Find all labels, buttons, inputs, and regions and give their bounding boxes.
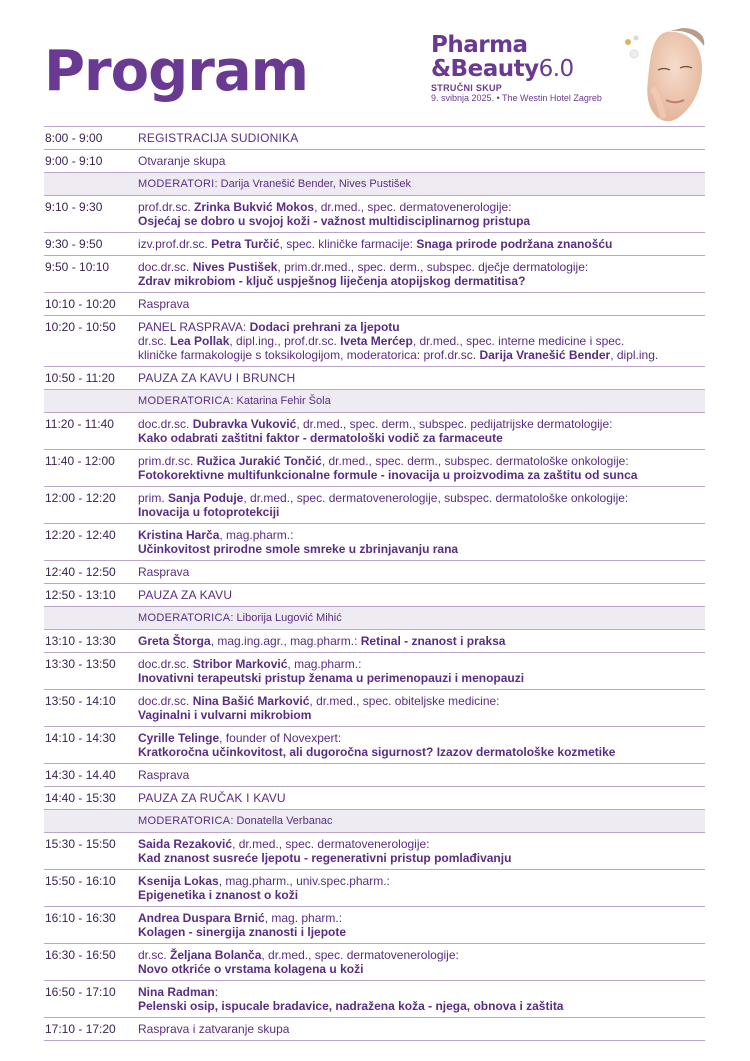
speaker-line (138, 837, 705, 851)
moderator-label: MODERATORICA (138, 395, 231, 407)
speaker-credentials: , dr.med., spec. dermatovenerologije: (232, 837, 430, 851)
time-slot: 11:40 - 12:00 (45, 454, 115, 468)
schedule-row (44, 653, 705, 690)
moderators (138, 607, 705, 629)
moderator-names: : Darija Vranešić Bender, Nives Pustišek (214, 178, 411, 190)
talk (138, 256, 705, 292)
session-title: Rasprava (138, 297, 190, 311)
talk (138, 907, 705, 943)
time-slot-empty (44, 173, 138, 195)
speaker-line (138, 260, 705, 274)
moderator-names: : Liborija Lugović Mihić (230, 612, 342, 624)
schedule-row (44, 727, 705, 764)
talk (138, 727, 705, 763)
moderator-row (44, 810, 705, 833)
time-slot: 14:40 - 15:30 (45, 791, 116, 805)
schedule-row (44, 487, 705, 524)
speaker-name: Dubravka Vuković (192, 417, 297, 431)
time-slot: 10:50 - 11:20 (45, 371, 115, 385)
speaker-title: dr.sc. (138, 334, 171, 348)
speaker-credentials: , dr.med., spec. dermatovenerologije: (261, 948, 459, 962)
speaker-name: Zrinka Bukvić Mokos (194, 200, 315, 214)
schedule-row (44, 1018, 705, 1041)
speaker-name: Cyrille Telinge (138, 731, 220, 745)
speaker-name: Petra Turčić (211, 237, 280, 251)
panel-title-line (138, 320, 705, 334)
talk (138, 653, 705, 689)
schedule-row (44, 196, 705, 233)
talk-topic: Inovativni terapeutski pristup ženama u perimenopauzi i menopauzi (138, 671, 525, 685)
speaker-line (138, 454, 705, 468)
speaker-credentials: , dr.med., spec. dermatovenerologije: (314, 200, 512, 214)
session-title: Rasprava (138, 768, 190, 782)
speaker-title: dr.sc. (138, 948, 171, 962)
talk-topic: Dodaci prehrani za ljepotu (249, 320, 400, 334)
speaker-title: izv.prof.dr.sc. (138, 237, 212, 251)
speaker-line (138, 985, 705, 999)
speaker-name: Kristina Harča (138, 528, 220, 542)
time-slot-empty (44, 810, 138, 832)
speaker-name: Nina Bašić Marković (192, 694, 310, 708)
schedule-row (44, 870, 705, 907)
time-slot: 9:50 - 10:10 (45, 260, 110, 274)
talk-topic: Učinkovitost prirodne smole smreke u zbrinjavanju rana (138, 542, 459, 556)
time-slot: 17:10 - 17:20 (45, 1022, 116, 1036)
speaker-name: Darija Vranešić Bender (479, 348, 611, 362)
speaker-name: Nina Radman (138, 985, 215, 999)
talk-topic: Kako odabrati zaštitni faktor - dermatološki vodič za farmaceute (138, 431, 503, 445)
brand-line2 (431, 57, 641, 81)
time-slot: 13:10 - 13:30 (45, 634, 116, 648)
brand-name: &Beauty (431, 56, 539, 82)
speaker-credentials: , mag.pharm., univ.spec.pharm.: (218, 874, 390, 888)
speaker-name: Željana Bolanča (170, 948, 262, 962)
panel-label: PANEL RASPRAVA: (138, 320, 250, 334)
panel-moderator-line (138, 348, 705, 362)
talk (138, 833, 705, 869)
talk-topic: Kad znanost susreće ljepotu - regenerativni pristup pomlađivanju (138, 851, 512, 865)
speaker-credentials: , dr.med., spec. derm., subspec. pedijatrijske dermatologije: (296, 417, 613, 431)
session-title: Rasprava i zatvaranje skupa (138, 1022, 290, 1036)
schedule-row (44, 944, 705, 981)
talk (138, 487, 705, 523)
time-slot-empty (44, 607, 138, 629)
time-slot: 11:20 - 11:40 (45, 417, 114, 431)
speaker-title: doc.dr.sc. (138, 260, 193, 274)
speaker-credentials: , dr.med., spec. interne medicine i spec. (412, 334, 625, 348)
speaker-title: prim. (138, 491, 168, 505)
schedule-row (44, 630, 705, 653)
schedule-row (44, 150, 705, 173)
schedule-table (44, 126, 705, 1041)
time-slot: 13:50 - 14:10 (45, 694, 116, 708)
talk (138, 630, 705, 652)
speaker-name: Iveta Merćep (340, 334, 413, 348)
time-slot: 12:20 - 12:40 (45, 528, 116, 542)
schedule-row (44, 233, 705, 256)
schedule-row (44, 787, 705, 810)
session-title: PAUZA ZA RUČAK I KAVU (138, 791, 286, 805)
speaker-line (138, 948, 705, 962)
talk-topic: Retinal - znanost i praksa (360, 634, 506, 648)
schedule-row (44, 690, 705, 727)
speaker-line (138, 528, 705, 542)
talk-topic: Inovacija u fotoprotekciji (138, 505, 280, 519)
talk (138, 981, 705, 1017)
time-slot: 16:30 - 16:50 (45, 948, 116, 962)
speaker-credentials: , mag. pharm.: (264, 911, 343, 925)
speaker-credentials: , dr.med., spec. dermatovenerologije, subspec. dermatološke onkologije: (243, 491, 629, 505)
speaker-name: Greta Štorga (138, 634, 211, 648)
speaker-credentials: : (214, 985, 219, 999)
speaker-credentials: , dipl.ing. (610, 348, 659, 362)
speaker-line (138, 694, 705, 708)
talk (138, 233, 705, 255)
speaker-line (138, 657, 705, 671)
speaker-name: Ksenija Lokas (138, 874, 219, 888)
speaker-title: prim.dr.sc. (138, 454, 197, 468)
schedule-row (44, 413, 705, 450)
session-title: Otvaranje skupa (138, 154, 226, 168)
time-slot: 15:50 - 16:10 (45, 874, 116, 888)
speaker-credentials: , founder of Novexpert: (219, 731, 342, 745)
speaker-line (138, 874, 705, 888)
session-title: Rasprava (138, 565, 190, 579)
event-brand (431, 33, 641, 103)
schedule-row (44, 293, 705, 316)
moderator-names: : Katarina Fehir Šola (230, 395, 331, 407)
speaker-name: Andrea Duspara Brnić (138, 911, 265, 925)
talk (138, 944, 705, 980)
talk-topic: Novo otkriće o vrstama kolagena u koži (138, 962, 364, 976)
speaker-name: Ružica Jurakić Tončić (196, 454, 322, 468)
time-slot: 9:10 - 9:30 (45, 200, 103, 214)
moderator-label: MODERATORICA (138, 815, 231, 827)
speaker-credentials: , dr.med., spec. derm., subspec. dermatološke onkologije: (321, 454, 629, 468)
time-slot: 12:50 - 13:10 (45, 588, 116, 602)
panel-participants (138, 334, 705, 348)
speaker-title: prof.dr.sc. (138, 200, 195, 214)
schedule-row (44, 907, 705, 944)
panel-discussion (138, 316, 705, 366)
schedule-row (44, 256, 705, 293)
brand-version: 6.0 (538, 56, 574, 82)
schedule-row (44, 584, 705, 607)
talk-topic: Snaga prirode podržana znanošću (416, 237, 613, 251)
speaker-credentials: , prim.dr.med., spec. derm., subspec. dječje dermatologije: (277, 260, 589, 274)
speaker-name: Sanja Poduje (168, 491, 244, 505)
brand-event-info: 9. svibnja 2025. • The Westin Hotel Zagreb (431, 93, 602, 103)
schedule-row (44, 524, 705, 561)
talk-topic: Osjećaj se dobro u svojoj koži - važnost multidisciplinarnog pristupa (138, 214, 531, 228)
speaker-credentials: , mag.pharm.: (219, 528, 294, 542)
speaker-name: Nives Pustišek (192, 260, 278, 274)
session-title: PAUZA ZA KAVU I BRUNCH (138, 371, 296, 385)
schedule-row (44, 561, 705, 584)
time-slot: 9:30 - 9:50 (45, 237, 103, 251)
talk (138, 524, 705, 560)
speaker-credentials: , dipl.ing., prof.dr.sc. (229, 334, 341, 348)
time-slot: 12:40 - 12:50 (45, 565, 116, 579)
speaker-line (138, 911, 705, 925)
time-slot: 10:10 - 10:20 (45, 297, 116, 311)
schedule-row (44, 127, 705, 150)
speaker-credentials: , mag.pharm.: (287, 657, 362, 671)
talk-topic: Vaginalni i vulvarni mikrobiom (138, 708, 312, 722)
speaker-line (138, 200, 705, 214)
talk-topic: Epigenetika i znanost o koži (138, 888, 299, 902)
speaker-line (138, 417, 705, 431)
schedule-row (44, 764, 705, 787)
speaker-line (138, 491, 705, 505)
moderators (138, 173, 705, 195)
speaker-name: Lea Pollak (170, 334, 230, 348)
talk-topic: Pelenski osip, ispucale bradavice, nadražena koža - njega, obnova i zaštita (138, 999, 564, 1013)
talk-topic: Fotokorektivne multifunkcionalne formule - inovacija u proizvodima za zaštitu od sunca (138, 468, 638, 482)
speaker-name: Saida Rezaković (138, 837, 233, 851)
moderators (138, 390, 705, 412)
time-slot: 9:00 - 9:10 (45, 154, 103, 168)
schedule-row (44, 981, 705, 1018)
time-slot: 16:50 - 17:10 (45, 985, 116, 999)
page-title: Program (44, 39, 308, 104)
time-slot: 12:00 - 12:20 (45, 491, 116, 505)
schedule-row (44, 450, 705, 487)
time-slot: 14:10 - 14:30 (45, 731, 116, 745)
talk-topic: Kratkoročna učinkovitost, ali dugoročna sigurnost? Izazov dermatološke kozmetike (138, 745, 616, 759)
speaker-name: Stribor Marković (192, 657, 288, 671)
time-slot-empty (44, 390, 138, 412)
gold-dot-icon (625, 39, 631, 45)
talk (138, 690, 705, 726)
moderators (138, 810, 705, 832)
speaker-title: doc.dr.sc. (138, 657, 193, 671)
speaker-credentials: , spec. kliničke farmacije: (279, 237, 417, 251)
speaker-title: doc.dr.sc. (138, 417, 193, 431)
talk (138, 870, 705, 906)
talk-topic: Zdrav mikrobiom - ključ uspješnog liječenja atopijskog dermatitisa? (138, 274, 526, 288)
time-slot: 15:30 - 15:50 (45, 837, 116, 851)
speaker-credentials: , mag.ing.agr., mag.pharm.: (210, 634, 361, 648)
brand-subtitle: STRUČNI SKUP (431, 83, 503, 93)
brand-line1: Pharma (431, 32, 528, 58)
face-illustration (622, 28, 708, 124)
talk-topic: Kolagen - sinergija znanosti i ljepote (138, 925, 347, 939)
schedule-row (44, 833, 705, 870)
speaker-credentials: , dr.med., spec. obiteljske medicine: (309, 694, 500, 708)
moderator-row (44, 390, 705, 413)
time-slot: 8:00 - 9:00 (45, 131, 103, 145)
session-title: REGISTRACIJA SUDIONIKA (138, 131, 299, 145)
moderator-names: : Donatella Verbanac (230, 815, 333, 827)
talk (138, 450, 705, 486)
talk (138, 413, 705, 449)
moderator-label: MODERATORI (138, 178, 215, 190)
moderator-row (44, 173, 705, 196)
speaker-line (138, 731, 705, 745)
time-slot: 10:20 - 10:50 (45, 320, 116, 334)
schedule-row (44, 316, 705, 367)
speaker-credentials: kliničke farmakologije s toksikologijom, moderatorica: prof.dr.sc. (138, 348, 480, 362)
talk (138, 196, 705, 232)
session-title: PAUZA ZA KAVU (138, 588, 233, 602)
moderator-label: MODERATORICA (138, 612, 231, 624)
time-slot: 14:30 - 14.40 (45, 768, 116, 782)
time-slot: 16:10 - 16:30 (45, 911, 116, 925)
moderator-row (44, 607, 705, 630)
schedule-row (44, 367, 705, 390)
time-slot: 13:30 - 13:50 (45, 657, 116, 671)
speaker-title: doc.dr.sc. (138, 694, 193, 708)
